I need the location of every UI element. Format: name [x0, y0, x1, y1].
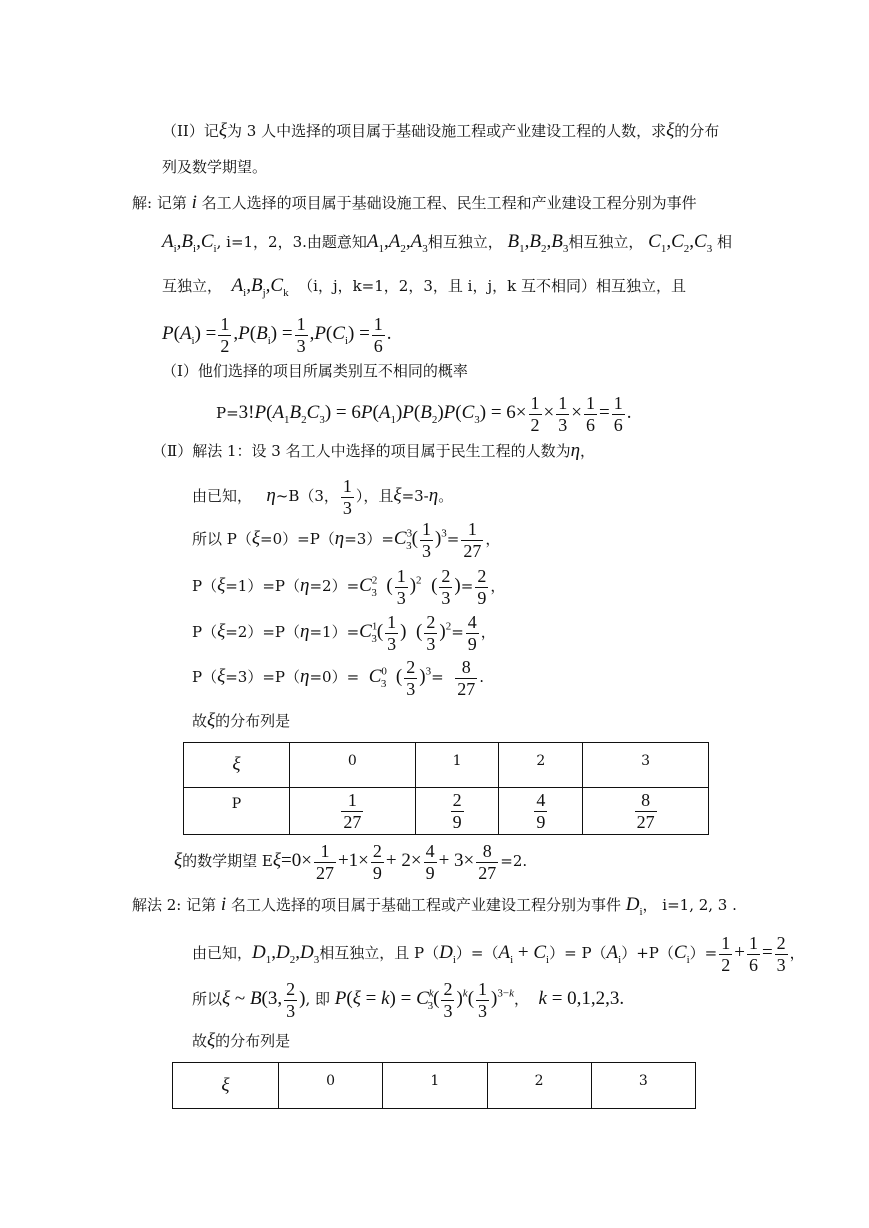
dist-caption-2: 故ξ的分布列是 — [192, 1030, 291, 1051]
solution-line-3: 互独立， $A_i,B_j,C_k$ （i，j，k=1，2，3，且 i，j，k 互不相同）相互独立，且 — [162, 275, 686, 299]
question-2-cont: 列及数学期望。 — [162, 158, 268, 176]
method-2-line-2: 由已知，$D_1,D_2,D_3$相互独立，且 $P(D_i)=(A_i + C_i)= P(A_i)+P(C_i)=$ $\frac{1}{2}$ + $\frac{1}{6}$ = $\frac{2}{3}$ ， — [192, 933, 805, 975]
solution-line-2: $A_i,B_i,C_i$, i=1，2，3.由题意知$A_1,A_2,A_3$相互独立， $B_1,B_2,B_3$相互独立， $C_1,C_2,C_3$ 相 — [162, 231, 733, 255]
table-cell-header: ξ — [173, 1063, 279, 1109]
part-1-title: （Ⅰ）他们选择的项目所属类别互不相同的概率 — [162, 362, 468, 380]
distribution-table-2 — [172, 1062, 696, 1109]
table-row — [184, 743, 709, 788]
table-cell: 0 — [290, 743, 416, 788]
solution-line-1: 解: 记第 i 名工人选择的项目属于基础设施工程、民生工程和产业建设工程分别为事件 — [132, 192, 697, 213]
dist-caption-1: 故ξ的分布列是 — [192, 710, 291, 731]
expectation: ξ的数学期望 Eξ=0× $\frac{1}{27}$ +1× $\frac{2}{9}$ + 2× $\frac{4}{9}$ + 3× $\frac{8}{27}$ =2. — [174, 841, 528, 883]
question-2: （II）记ξ为 3 人中选择的项目属于基础设施工程或产业建设工程的人数，求ξ的分布 — [162, 120, 720, 141]
table-cell: $\frac{8}{27}$ — [583, 788, 709, 835]
table-cell: 2 — [499, 743, 583, 788]
prob-xi-1: $P(\xi=1)=P(\eta=2)=C^2_3$ ( $\frac{1}{3}$ )$^2$ ( $\frac{2}{3}$ )= $\frac{2}{9}$ ， — [192, 566, 506, 608]
prob-xi-0: 所以 $P(\xi=0)=P(\eta=3)=C^3_3$( $\frac{1}{3}$ )$^3$= $\frac{1}{27}$ ， — [192, 519, 501, 561]
method-2-line-3: 所以ξ ~ B(3, $\frac{2}{3}$ ), 即 $P(\xi = k) = C^k_3$( $\frac{2}{3}$ )$^k$( $\frac{1}{3}$ )$^{3-k}$， k = 0,1,2,3. — [192, 979, 625, 1021]
table-cell-header: P — [184, 788, 290, 835]
prob-xi-2: $P(\xi=2)=P(\eta=1)=C^1_3$( $\frac{1}{3}$ ) ( $\frac{2}{3}$ )$^2$= $\frac{4}{9}$ ， — [192, 612, 496, 654]
distribution-table-1 — [183, 742, 709, 835]
prob-xi-3: $P(\xi=3)=P(\eta=0)= C^0_3$ ( $\frac{2}{3}$ )$^3$= $\frac{8}{27}$ . — [192, 657, 484, 699]
table-cell: 0 — [279, 1063, 383, 1109]
part-1-formula: $P=3!P(A_1B_2C_3) = 6P(A_1)P(B_2)P(C_3) = 6\times$ $\frac{1}{2}$ × $\frac{1}{3}$ × $\frac{1}{6}$ = $\frac{1}{6}$ . — [216, 393, 632, 435]
method-2-line-1: 解法 2: 记第 i 名工人选择的项目属于基础工程或产业建设工程分别为事件 $D_i$， i=1, 2, 3 . — [132, 894, 737, 918]
table-cell: $\frac{2}{9}$ — [415, 788, 499, 835]
table-row — [184, 788, 709, 835]
table-cell: 3 — [591, 1063, 695, 1109]
table-cell: 2 — [487, 1063, 591, 1109]
table-cell: 1 — [383, 1063, 487, 1109]
table-cell: $\frac{4}{9}$ — [499, 788, 583, 835]
method-1-title: （Ⅱ）解法 1：设 3 名工人中选择的项目属于民生工程的人数为η， — [152, 440, 596, 461]
table-cell: $\frac{1}{27}$ — [290, 788, 416, 835]
table-row — [173, 1063, 696, 1109]
table-cell: 3 — [583, 743, 709, 788]
probabilities-given: $P(A_i)$ = $\frac{1}{2}$ $,P(B_i)$ = $\frac{1}{3}$ $,P(C_i)$ = $\frac{1}{6}$ . — [162, 314, 392, 356]
table-cell: 1 — [415, 743, 499, 788]
eta-distribution: 由已知， η~B（3， $\frac{1}{3}$ ），且ξ=3-η。 — [192, 476, 454, 518]
table-cell-header: ξ — [184, 743, 290, 788]
